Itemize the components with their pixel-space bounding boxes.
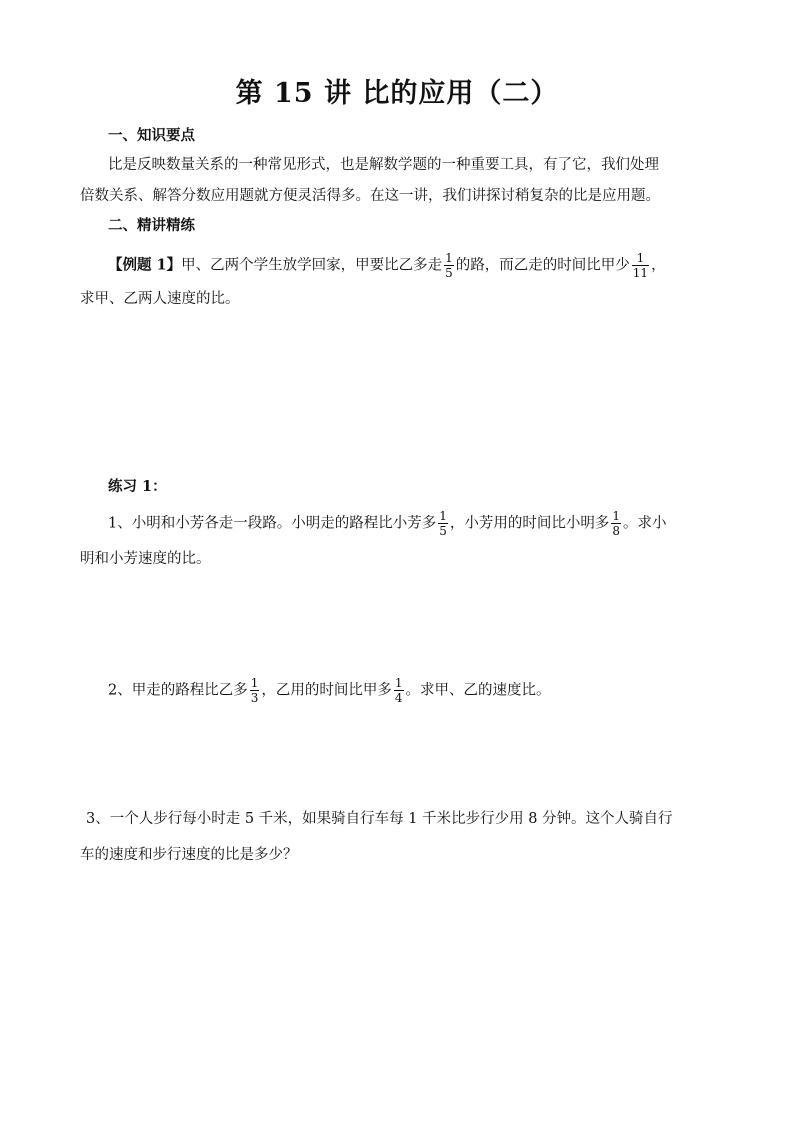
fraction-denominator: 3 xyxy=(250,691,259,705)
section-heading-practice: 二、精讲精练 xyxy=(108,217,195,234)
fraction-numerator: 1 xyxy=(445,251,453,265)
question-1-line-1 xyxy=(108,509,667,538)
fraction-denominator: 11 xyxy=(632,266,649,280)
question-2-text-b: ，乙用的时间比甲多 xyxy=(261,682,392,699)
fraction xyxy=(250,676,260,705)
fraction-numerator: 1 xyxy=(394,676,403,690)
fraction-numerator: 1 xyxy=(612,509,621,523)
fraction xyxy=(444,251,454,280)
question-3-line-1: 3、一个人步行每小时走 5 千米，如果骑自行车每 1 千米比步行少用 8 分钟。这个人骑自行 xyxy=(86,811,673,827)
question-1-text-a: 1、小明和小芳各走一段路。小明走的路程比小芳多 xyxy=(108,515,437,532)
example-1-text-a: 甲、乙两个学生放学回家，甲要比乙多走 xyxy=(181,257,443,274)
question-1-line-2: 明和小芳速度的比。 xyxy=(80,551,211,567)
question-1-text-c: 。求小 xyxy=(623,515,667,532)
fraction-denominator: 4 xyxy=(394,691,403,705)
question-2-line-1 xyxy=(108,676,551,705)
fraction xyxy=(394,676,404,705)
intro-paragraph-line-2: 倍数关系、解答分数应用题就方便灵活得多。在这一讲，我们讲探讨稍复杂的比是应用题。 xyxy=(80,188,660,204)
fraction-denominator: 5 xyxy=(439,524,447,538)
fraction xyxy=(438,509,448,538)
example-1-label: 【例题 1】 xyxy=(108,256,182,274)
example-1-line-1 xyxy=(108,251,666,280)
intro-paragraph-line-1: 比是反映数量关系的一种常见形式，也是解数学题的一种重要工具，有了它，我们处理 xyxy=(108,157,659,173)
example-1-text-c: ， xyxy=(651,257,666,274)
fraction-numerator: 1 xyxy=(439,509,447,523)
fraction xyxy=(611,509,621,538)
question-2-text-c: 。求甲、乙的速度比。 xyxy=(405,682,551,699)
practice-heading: 练习 1： xyxy=(108,478,167,495)
fraction-denominator: 5 xyxy=(445,266,453,280)
question-1-text-b: ，小芳用的时间比小明多 xyxy=(449,515,610,532)
fraction-denominator: 8 xyxy=(612,524,621,538)
section-heading-knowledge: 一、知识要点 xyxy=(108,127,195,144)
question-3-line-2: 车的速度和步行速度的比是多少？ xyxy=(80,847,298,863)
fraction-numerator: 1 xyxy=(250,676,259,690)
question-2-text-a: 2、甲走的路程比乙多 xyxy=(108,682,248,699)
example-1-text-b: 的路，而乙走的时间比甲少 xyxy=(455,257,630,274)
fraction-numerator: 1 xyxy=(632,251,649,266)
page-title: 第 15 讲 比的应用（二） xyxy=(235,78,559,109)
fraction xyxy=(632,251,649,280)
example-1-line-2: 求甲、乙两人速度的比。 xyxy=(80,291,240,307)
